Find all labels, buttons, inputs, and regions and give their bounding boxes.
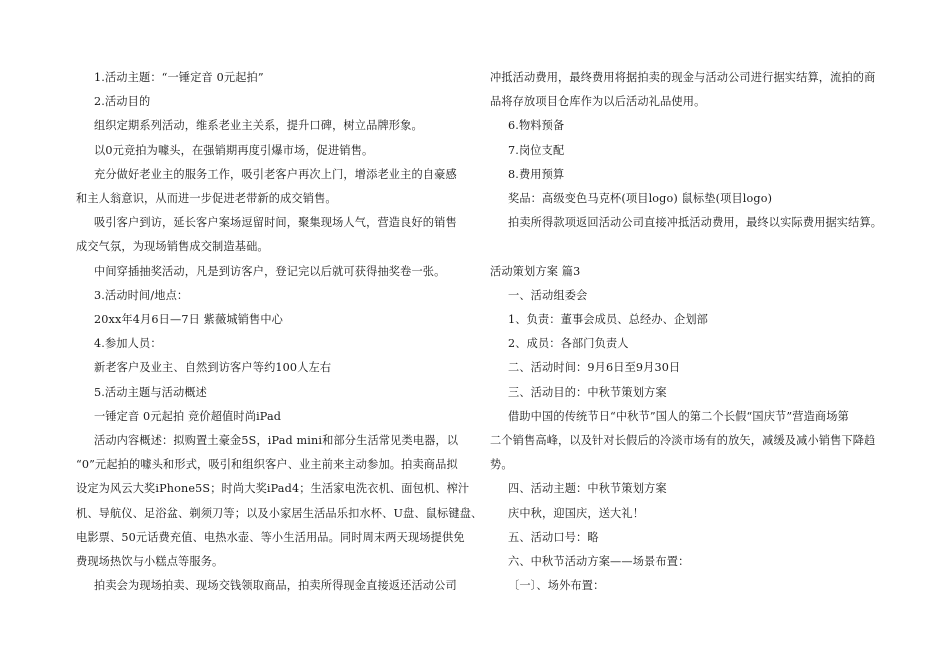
paragraph-line: 以0元竞拍为噱头，在强销期再度引爆市场，促进销售。 [94, 143, 374, 157]
paragraph-line: 四、活动主题：中秋节策划方案 [508, 482, 667, 496]
paragraph-line: 六、中秋节活动方案——场景布置： [508, 555, 690, 569]
paragraph-line: 2、成员：各部门负责人 [508, 337, 629, 351]
paragraph-line: 三、活动目的：中秋节策划方案 [508, 385, 667, 399]
paragraph-line: 拍卖所得款项返回活动公司直接冲抵活动费用，最终以实际费用据实结算。 [508, 216, 883, 230]
paragraph-line: 借助中国的传统节日“中秋节”国人的第二个长假“国庆节”营造商场第 [508, 409, 849, 423]
paragraph-line: 电影票、50元话费充值、电热水壶、等小生活用品。同时周末两天现场提供免 [76, 530, 465, 544]
paragraph-line: 冲抵活动费用，最终费用将据拍卖的现金与活动公司进行据实结算，流拍的商 [490, 71, 876, 84]
paragraph-line: 1.活动主题：“一锤定音 0元起拍” [94, 71, 264, 84]
paragraph-line: 机、导航仪、足浴盆、剃须刀等；以及小家居生活品乐扣水杯、U盘、鼠标键盘、 [76, 506, 483, 520]
paragraph-line: 品将存放项目仓库作为以后活动礼品使用。 [490, 95, 706, 109]
paragraph-spacer [490, 235, 880, 259]
paragraph-line: 组织定期系列活动，维系老业主关系，提升口碑，树立品牌形象。 [94, 119, 423, 133]
paragraph-line: 庆中秋，迎国庆，送大礼！ [508, 506, 645, 520]
paragraph-line: 二、活动时间：9月6日至9月30日 [508, 361, 681, 375]
paragraph-line: 费现场热饮与小糕点等服务。 [76, 555, 224, 569]
paragraph-line: 活动内容概述：拟购置土豪金5S，iPad mini和部分生活常见类电器，以 [94, 434, 459, 448]
paragraph-line: 5.活动主题与活动概述 [94, 385, 208, 399]
paragraph-line: 拍卖会为现场拍卖、现场交钱领取商品，拍卖所得现金直接返还活动公司 [94, 579, 457, 593]
paragraph-line: “0”元起拍的噱头和形式，吸引和组织客户、业主前来主动参加。拍卖商品拟 [76, 458, 458, 472]
paragraph-line: 一锤定音 0元起拍 竞价超值时尚iPad [94, 409, 282, 423]
left-text-column [76, 66, 483, 598]
paragraph-line: 1、负责：董事会成员、总经办、企划部 [508, 313, 709, 327]
paragraph-line: 6.物料预备 [508, 119, 565, 133]
paragraph-line: 一、活动组委会 [508, 288, 588, 302]
paragraph-line: 成交气氛，为现场销售成交制造基础。 [76, 240, 269, 254]
paragraph-line: 充分做好老业主的服务工作，吸引老客户再次上门，增添老业主的自豪感 [94, 167, 457, 181]
paragraph-line: 吸引客户到访，延长客户案场逗留时间，聚集现场人气，营造良好的销售 [94, 216, 457, 230]
paragraph-line: 新老客户及业主、自然到访客户等约100人左右 [94, 361, 332, 375]
paragraph-line: 中间穿插抽奖活动，凡是到访客户，登记完以后就可获得抽奖卷一张。 [94, 264, 446, 278]
paragraph-line: 2.活动目的 [94, 95, 151, 109]
paragraph-line: 活动策划方案 篇3 [490, 264, 581, 278]
paragraph-line: 4.参加人员： [94, 337, 162, 351]
paragraph-line: 设定为风云大奖iPhone5S；时尚大奖iPad4；生活家电洗衣机、面包机、榨汁 [76, 482, 470, 496]
paragraph-line: 20xx年4月6日—7日 紫薇城销售中心 [94, 313, 284, 327]
paragraph-line: 和主人翁意识，从而进一步促进老带新的成交销售。 [76, 192, 337, 206]
paragraph-line: 7.岗位支配 [508, 143, 565, 157]
paragraph-line: 8.费用预算 [508, 167, 565, 181]
paragraph-line: 〔一〕、场外布置： [508, 579, 605, 593]
paragraph-line: 二个销售高峰，以及针对长假后的冷淡市场有的放矢，减缓及减小销售下降趋 [490, 434, 876, 448]
paragraph-line: 五、活动口号：略 [508, 530, 599, 544]
paragraph-line: 势。 [490, 458, 513, 472]
right-text-column [490, 66, 883, 598]
paragraph-line: 奖品：高级变色马克杯(项目logo) 鼠标垫(项目logo) [508, 192, 773, 206]
paragraph-line: 3.活动时间/地点： [94, 288, 189, 302]
